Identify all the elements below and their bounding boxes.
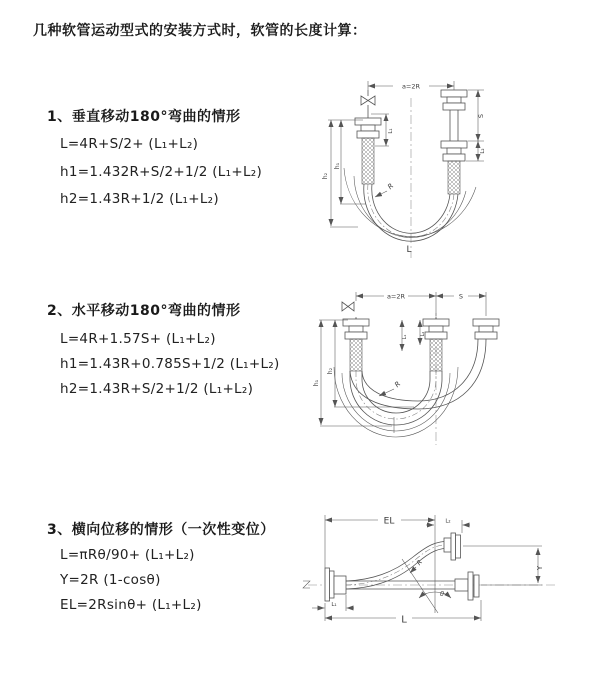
section-1-heading: 1、垂直移动180°弯曲的情形: [47, 109, 241, 125]
label-l-total: L: [406, 245, 412, 255]
page-title: 几种软管运动型式的安装方式时，软管的长度计算：: [33, 23, 367, 39]
braided-hose: [362, 138, 374, 184]
section-3-heading: 3、横向位移的情形（一次性变位）: [47, 522, 275, 538]
braided-hose: [430, 339, 442, 371]
section-1-formula-1: L=4R+S/2+ (L₁+L₂): [60, 136, 199, 152]
right-pipe: [473, 292, 499, 339]
label-l1: L₁: [402, 334, 408, 340]
label-el: EL: [383, 516, 395, 527]
label-h2: h₂: [322, 172, 329, 180]
top-flange: [444, 533, 461, 560]
braided-hose: [350, 339, 362, 371]
label-r: R: [393, 379, 403, 390]
label-theta: θ: [440, 590, 444, 598]
label-s: S: [477, 113, 485, 119]
section-2-formula-1: L=4R+1.57S+ (L₁+L₂): [60, 331, 216, 347]
label-l2: L₂: [445, 518, 451, 525]
section-1-formula-3: h2=1.43R+1/2 (L₁+L₂): [60, 191, 219, 207]
diagram-vertical-180: [308, 70, 600, 266]
radius-callout: [375, 182, 395, 197]
label-l-total: L: [401, 614, 407, 626]
right-flange: [455, 572, 479, 600]
label-l2: L₂: [480, 148, 486, 154]
valve-icon: [361, 96, 375, 105]
label-s: S: [458, 292, 464, 301]
radius-callout: [379, 380, 402, 396]
left-pipe: [342, 292, 369, 371]
right-pipe: [441, 81, 467, 194]
braided-hose: [448, 161, 460, 194]
hose-shallow-u: [350, 339, 486, 409]
middle-pipe: [423, 292, 449, 371]
label-l1: L₁: [388, 128, 394, 134]
label-y: Y: [536, 565, 544, 571]
diagram-horizontal-180: [308, 283, 600, 460]
hose-deep-u: [334, 367, 458, 437]
section-3-formula-1: L=πRθ/90+ (L₁+L₂): [60, 547, 195, 563]
left-flange: [325, 568, 346, 601]
left-pipe: [355, 81, 381, 184]
label-h1: h₁: [313, 379, 320, 387]
section-1-formula-2: h1=1.432R+S/2+1/2 (L₁+L₂): [60, 164, 263, 180]
dimension-fittings: [402, 320, 426, 351]
dimension-s-l2: [466, 90, 486, 161]
label-h1: h₁: [334, 162, 341, 170]
label-h2: h₂: [327, 367, 334, 375]
section-3-formula-3: EL=2Rsinθ+ (L₁+L₂): [60, 597, 202, 613]
label-l2: L₂: [420, 331, 426, 337]
section-2-formula-3: h2=1.43R+S/2+1/2 (L₁+L₂): [60, 381, 254, 397]
label-a2r: a=2R: [386, 292, 406, 301]
section-2-formula-2: h1=1.43R+0.785S+1/2 (L₁+L₂): [60, 356, 280, 372]
diagram-lateral-displacement: [300, 500, 600, 650]
radius-callout: [410, 558, 424, 573]
label-a2r: a=2R: [401, 82, 421, 91]
dimension-a2r-s: [356, 293, 486, 301]
break-mark: [303, 581, 310, 588]
valve-icon: [342, 302, 354, 311]
section-2-heading: 2、水平移动180°弯曲的情形: [47, 303, 241, 319]
dimension-a2r: [368, 83, 454, 91]
dimension-l: [325, 600, 481, 626]
label-r: R: [415, 558, 425, 568]
dimension-l2: [426, 519, 470, 534]
section-3-formula-2: Y=2R (1-cosθ): [60, 572, 161, 588]
label-l1: L₁: [331, 602, 337, 608]
label-r: R: [386, 181, 396, 192]
